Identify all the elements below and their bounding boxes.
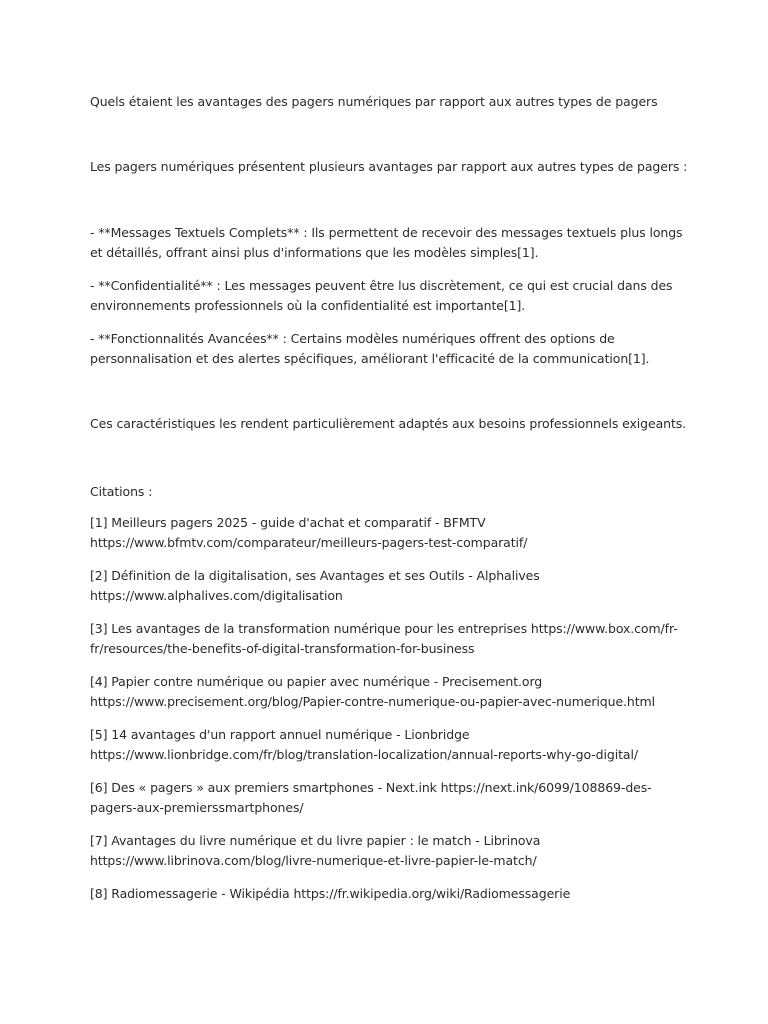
- bullet-messages-textuels: - **Messages Textuels Complets** : Ils permettent de recevoir des messages textuels plus longs et détaillés, offrant ainsi plus d'informations que les modèles simples[1].: [90, 225, 683, 260]
- question-text: Quels étaient les avantages des pagers numériques par rapport aux autres types de pagers: [90, 94, 658, 109]
- citation-2: [2] Définition de la digitalisation, ses Avantages et ses Outils - Alphalives https://www.alphalives.com/digitalisation: [90, 568, 540, 603]
- citation-7: [7] Avantages du livre numérique et du livre papier : le match - Librinova https://www.librinova.com/blog/livre-numerique-et-livre-papier-le-match/: [90, 833, 541, 868]
- conclusion-text: Ces caractéristiques les rendent particulièrement adaptés aux besoins professionnels exigeants.: [90, 416, 687, 431]
- citation-5: [5] 14 avantages d'un rapport annuel numérique - Lionbridge https://www.lionbridge.com/fr/blog/translation-localization/annual-reports-why-go-digital/: [90, 727, 638, 762]
- citation-6: [6] Des « pagers » aux premiers smartphones - Next.ink https://next.ink/6099/108869-des-pagers-aux-premierssmartphones/: [90, 780, 652, 815]
- citation-8: [8] Radiomessagerie - Wikipédia https://fr.wikipedia.org/wiki/Radiomessagerie: [90, 886, 571, 901]
- intro-text: Les pagers numériques présentent plusieurs avantages par rapport aux autres types de pagers :: [90, 159, 688, 174]
- citation-4: [4] Papier contre numérique ou papier avec numérique - Precisement.org https://www.precisement.org/blog/Papier-contre-numerique-ou-papier-avec-numerique.html: [90, 674, 655, 709]
- bullet-fonctionnalites: - **Fonctionnalités Avancées** : Certains modèles numériques offrent des options de personnalisation et des alertes spécifiques, améliorant l'efficacité de la communication[1].: [90, 331, 650, 366]
- bullet-confidentialite: - **Confidentialité** : Les messages peuvent être lus discrètement, ce qui est crucial dans des environnements professionnels où la confidentialité est importante[1].: [90, 278, 673, 313]
- citations-heading: Citations :: [90, 484, 153, 499]
- citation-3: [3] Les avantages de la transformation numérique pour les entreprises https://www.box.com/fr-fr/resources/the-benefits-of-digital-transformation-for-business: [90, 621, 678, 656]
- citation-1: [1] Meilleurs pagers 2025 - guide d'achat et comparatif - BFMTV https://www.bfmtv.com/comparateur/meilleurs-pagers-test-comparatif/: [90, 515, 528, 550]
